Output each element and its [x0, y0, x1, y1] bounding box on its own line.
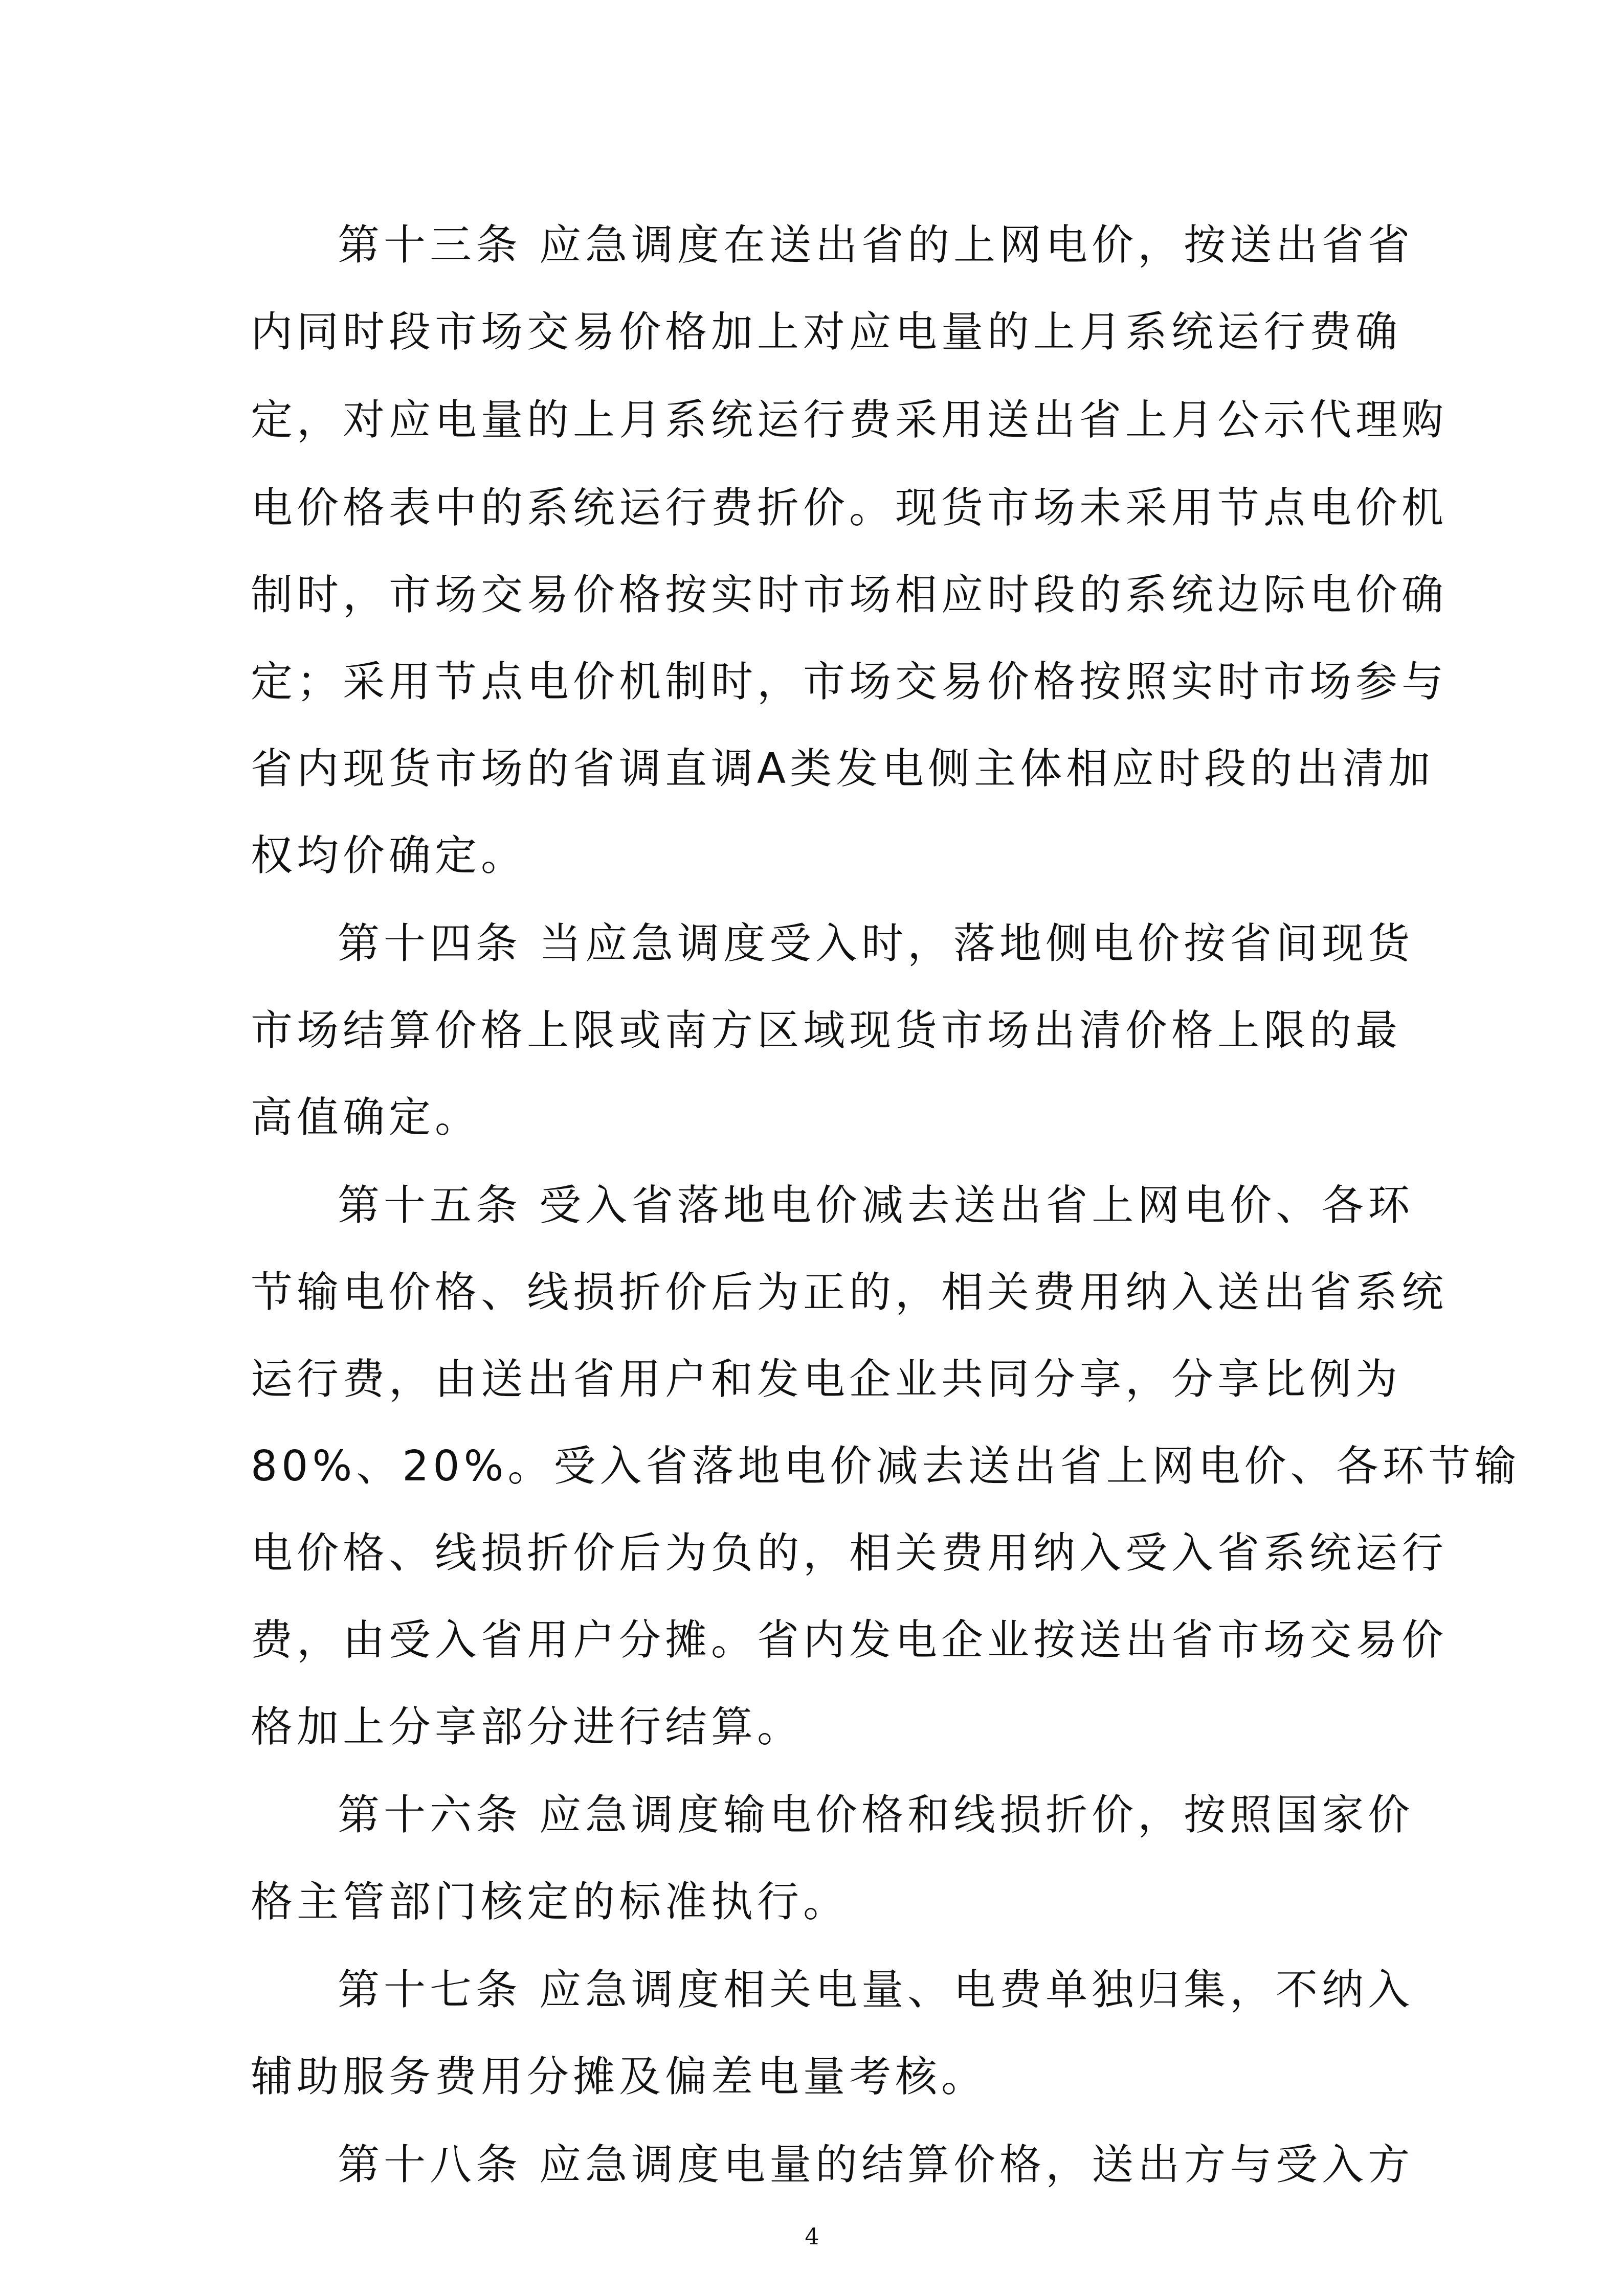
text-line: 第十四条 当应急调度受入时，落地侧电价按省间现货 — [338, 919, 1414, 968]
text-line: 内同时段市场交易价格加上对应电量的上月系统运行费确 — [251, 308, 1402, 356]
text-line: 节输电价格、线损折价后为正的，相关费用纳入送出省系统 — [251, 1268, 1448, 1317]
text-line: 省内现货市场的省调直调A类发电侧主体相应时段的出清加 — [251, 745, 1435, 793]
text-line: 格加上分享部分进行结算。 — [251, 1703, 804, 1751]
text-line: 高值确定。 — [251, 1093, 481, 1142]
text-line: 格主管部门核定的标准执行。 — [251, 1878, 850, 1926]
text-line: 第十五条 受入省落地电价减去送出省上网电价、各环 — [338, 1181, 1414, 1230]
text-line: 第十六条 应急调度输电价格和线损折价，按照国家价 — [338, 1791, 1414, 1839]
text-line: 定；采用节点电价机制时，市场交易价格按照实时市场参与 — [251, 658, 1448, 706]
text-line: 费，由受入省用户分摊。省内发电企业按送出省市场交易价 — [251, 1616, 1448, 1664]
text-line: 电价格表中的系统运行费折价。现货市场未采用节点电价机 — [251, 484, 1448, 532]
text-line: 80%、20%。受入省落地电价减去送出省上网电价、各环节输 — [251, 1442, 1521, 1491]
text-line: 市场结算价格上限或南方区域现货市场出清价格上限的最 — [251, 1006, 1402, 1055]
text-line: 辅助服务费用分摊及偏差电量考核。 — [251, 2053, 988, 2101]
text-line: 制时，市场交易价格按实时市场相应时段的系统边际电价确 — [251, 571, 1448, 619]
text-line: 第十八条 应急调度电量的结算价格，送出方与受入方 — [338, 2141, 1414, 2189]
text-line: 第十三条 应急调度在送出省的上网电价，按送出省省 — [338, 221, 1414, 269]
text-line: 权均价确定。 — [251, 831, 527, 880]
text-line: 运行费，由送出省用户和发电企业共同分享，分享比例为 — [251, 1355, 1402, 1404]
page-number: 4 — [805, 2224, 819, 2250]
text-line: 定，对应电量的上月系统运行费采用送出省上月公示代理购 — [251, 396, 1448, 444]
text-line: 第十七条 应急调度相关电量、电费单独归集，不纳入 — [338, 1966, 1414, 2014]
text-line: 电价格、线损折价后为负的，相关费用纳入受入省系统运行 — [251, 1529, 1448, 1578]
